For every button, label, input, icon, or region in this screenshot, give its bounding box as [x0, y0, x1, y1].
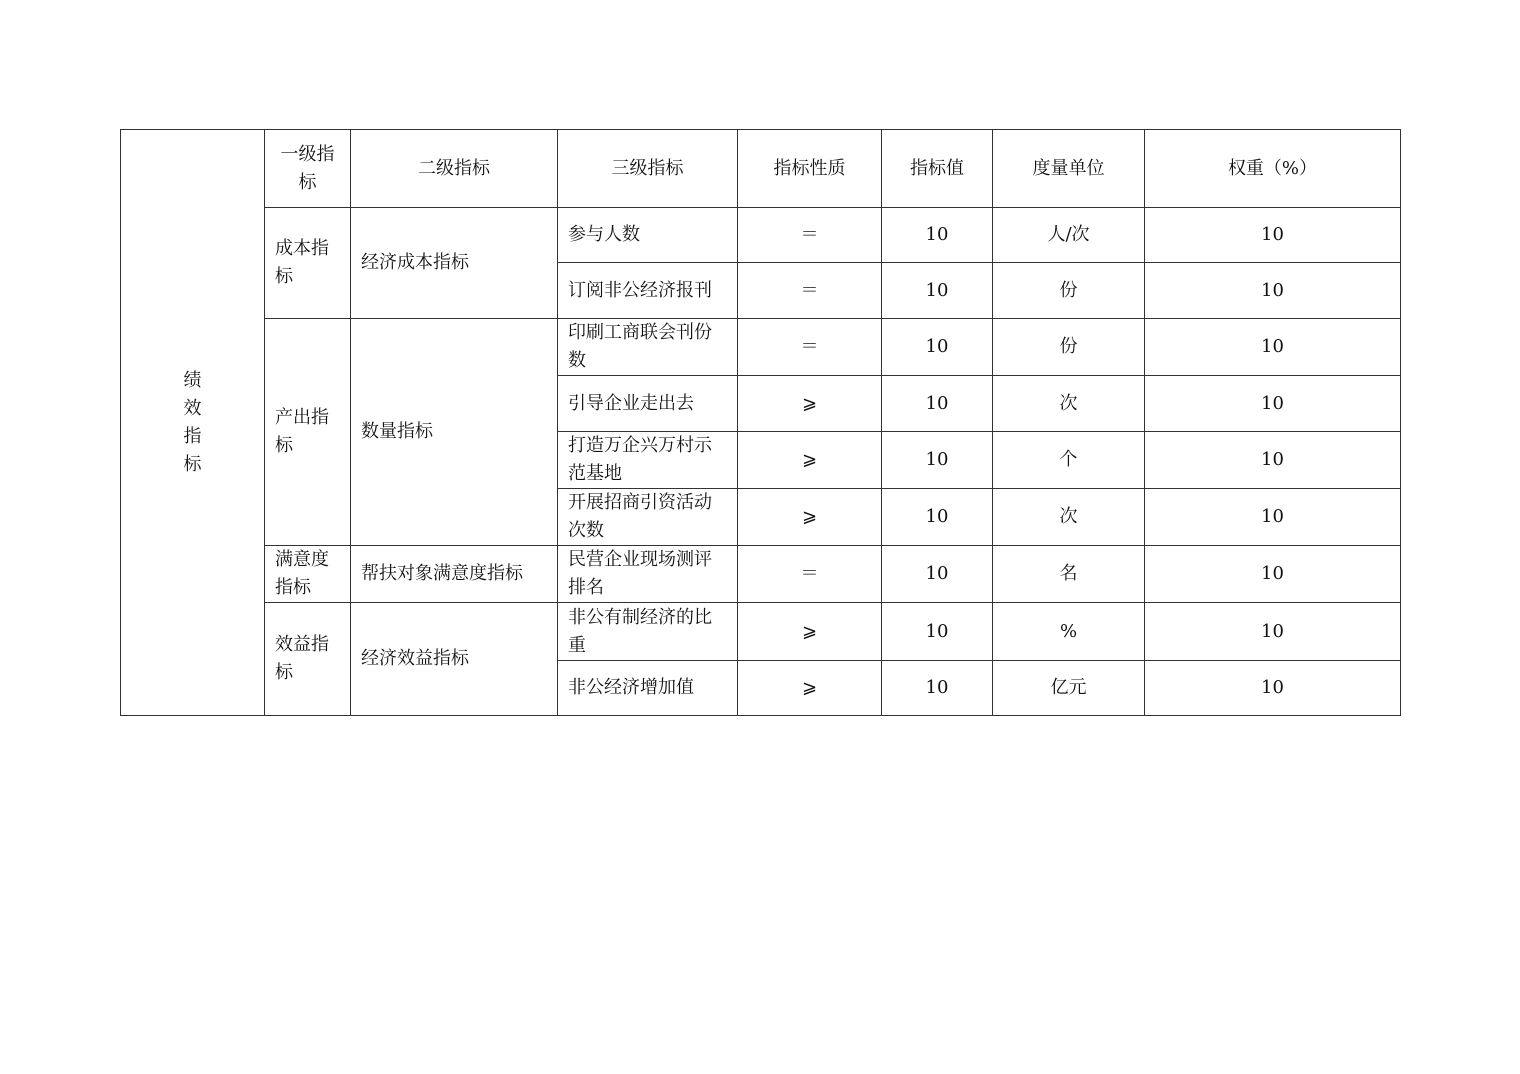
header-level1: 一级指标: [265, 130, 351, 208]
table-header-row: [121, 130, 1401, 208]
nature-cell: ＝: [738, 546, 882, 603]
unit-cell: 次: [993, 376, 1145, 432]
level1-cell: 产出指标: [265, 319, 351, 546]
value-cell: 10: [882, 432, 993, 489]
table-row: [121, 319, 1401, 376]
weight-cell: 10: [1145, 376, 1401, 432]
unit-cell: 份: [993, 263, 1145, 319]
level3-cell: 开展招商引资活动次数: [558, 489, 738, 546]
nature-cell: ⩾: [738, 432, 882, 489]
value-cell: 10: [882, 319, 993, 376]
level2-cell: 帮扶对象满意度指标: [351, 546, 558, 603]
header-unit: 度量单位: [993, 130, 1145, 208]
performance-indicator-table: [120, 129, 1401, 716]
value-cell: 10: [882, 546, 993, 603]
level3-cell: 打造万企兴万村示范基地: [558, 432, 738, 489]
unit-cell: 人/次: [993, 208, 1145, 263]
unit-cell: 次: [993, 489, 1145, 546]
unit-cell: 名: [993, 546, 1145, 603]
side-label-char: 效: [183, 397, 202, 419]
table-row: [121, 603, 1401, 661]
header-value: 指标值: [882, 130, 993, 208]
weight-cell: 10: [1145, 661, 1401, 716]
value-cell: 10: [882, 661, 993, 716]
value-cell: 10: [882, 208, 993, 263]
level3-cell: 参与人数: [558, 208, 738, 263]
header-weight: 权重（%）: [1145, 130, 1401, 208]
value-cell: 10: [882, 603, 993, 661]
level1-cell: 满意度指标: [265, 546, 351, 603]
nature-cell: ＝: [738, 319, 882, 376]
value-cell: 10: [882, 376, 993, 432]
level3-cell: 民营企业现场测评排名: [558, 546, 738, 603]
side-label-char: 指: [183, 425, 202, 447]
weight-cell: 10: [1145, 603, 1401, 661]
unit-cell: %: [993, 603, 1145, 661]
unit-cell: 份: [993, 319, 1145, 376]
header-level3: 三级指标: [558, 130, 738, 208]
unit-cell: 亿元: [993, 661, 1145, 716]
weight-cell: 10: [1145, 432, 1401, 489]
level2-cell: 数量指标: [351, 319, 558, 546]
weight-cell: 10: [1145, 263, 1401, 319]
side-label-char: 绩: [183, 369, 202, 391]
value-cell: 10: [882, 263, 993, 319]
level3-cell: 非公经济增加值: [558, 661, 738, 716]
level2-cell: 经济成本指标: [351, 208, 558, 319]
nature-cell: ＝: [738, 208, 882, 263]
side-label-cell: [121, 130, 265, 716]
unit-cell: 个: [993, 432, 1145, 489]
table-row: [121, 208, 1401, 263]
weight-cell: 10: [1145, 546, 1401, 603]
level1-cell: 成本指标: [265, 208, 351, 319]
value-cell: 10: [882, 489, 993, 546]
nature-cell: ⩾: [738, 489, 882, 546]
nature-cell: ⩾: [738, 661, 882, 716]
weight-cell: 10: [1145, 489, 1401, 546]
nature-cell: ＝: [738, 263, 882, 319]
header-nature: 指标性质: [738, 130, 882, 208]
level3-cell: 印刷工商联会刊份数: [558, 319, 738, 376]
level1-cell: 效益指标: [265, 603, 351, 716]
weight-cell: 10: [1145, 319, 1401, 376]
level2-cell: 经济效益指标: [351, 603, 558, 716]
nature-cell: ⩾: [738, 603, 882, 661]
weight-cell: 10: [1145, 208, 1401, 263]
level3-cell: 非公有制经济的比重: [558, 603, 738, 661]
side-label-char: 标: [183, 453, 202, 475]
nature-cell: ⩾: [738, 376, 882, 432]
table-row: [121, 546, 1401, 603]
level3-cell: 订阅非公经济报刊: [558, 263, 738, 319]
header-level2: 二级指标: [351, 130, 558, 208]
level3-cell: 引导企业走出去: [558, 376, 738, 432]
